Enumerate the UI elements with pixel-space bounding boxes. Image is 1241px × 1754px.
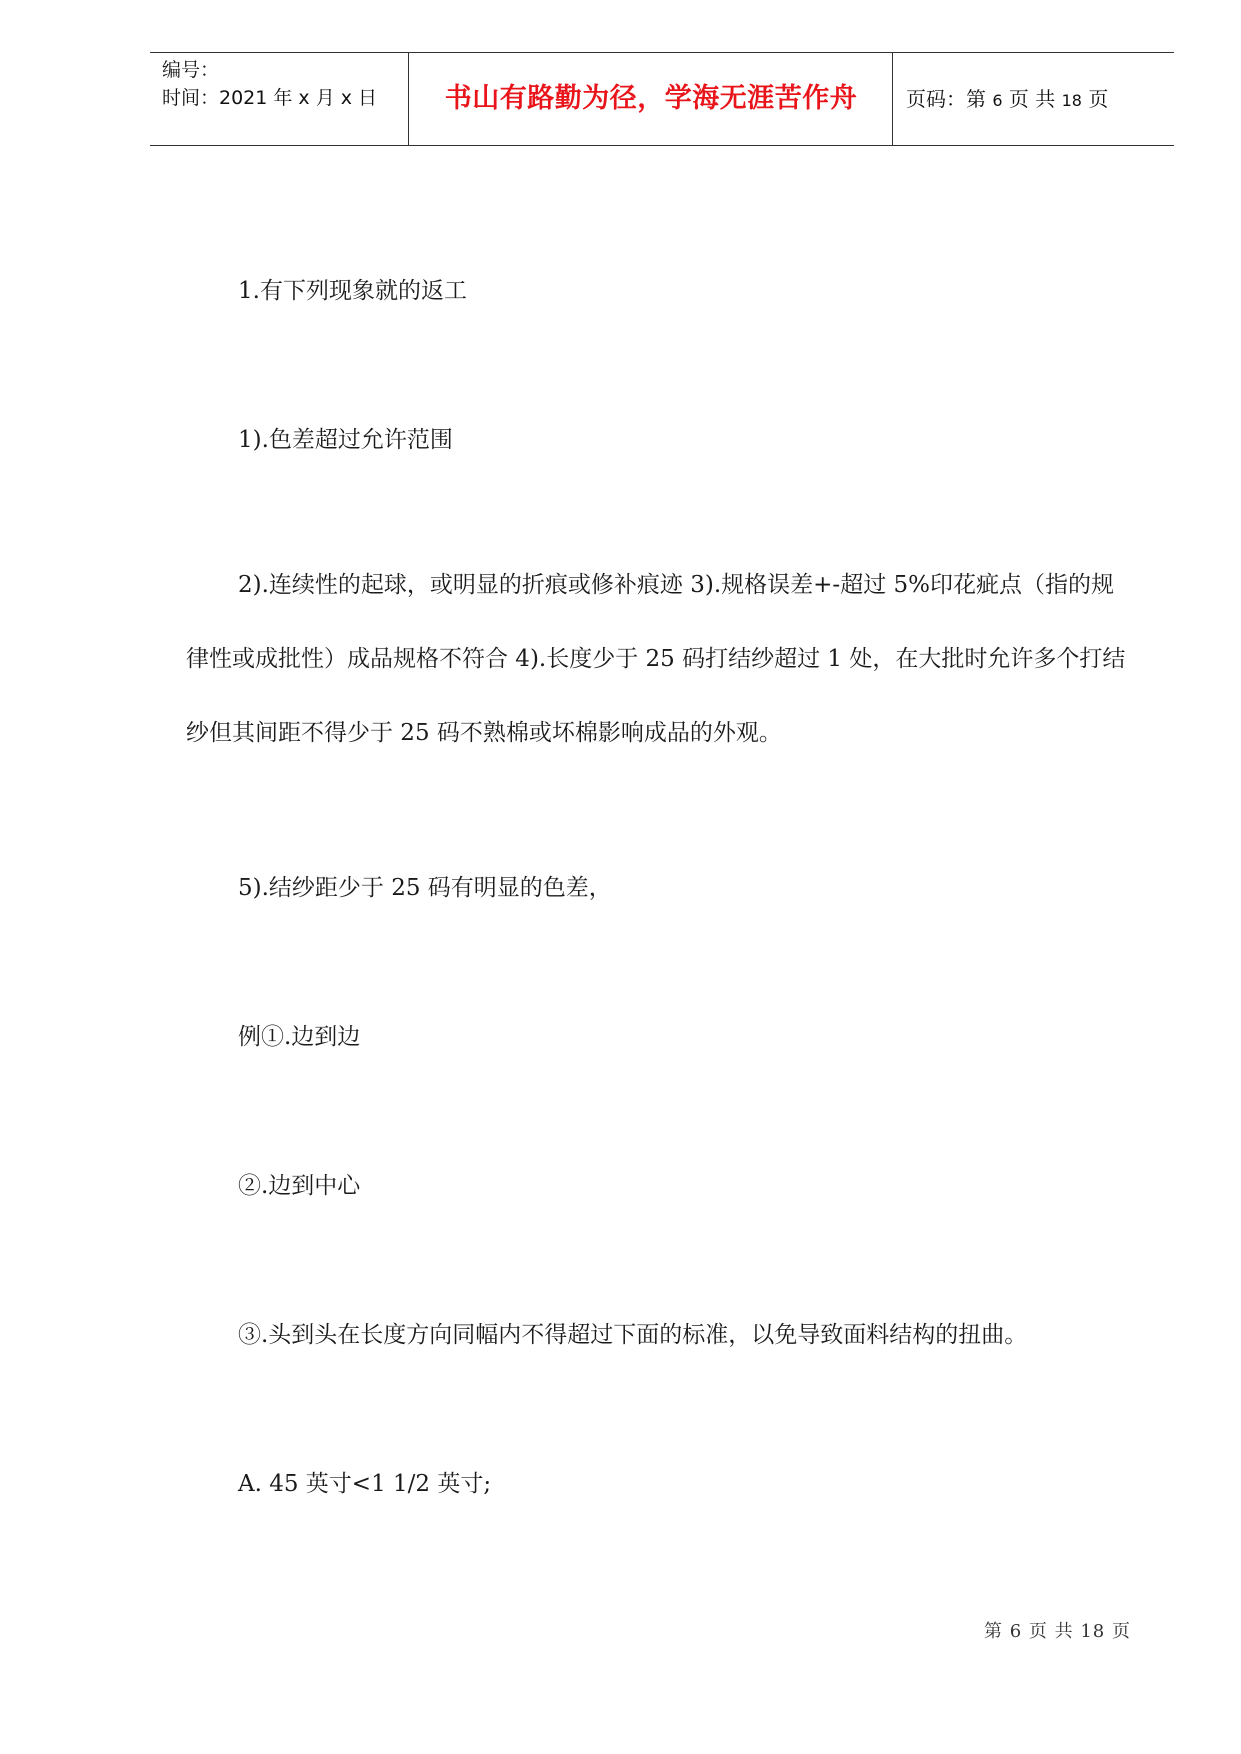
page-prefix: 页码：第 — [906, 87, 986, 111]
page-current: 6 — [992, 91, 1003, 110]
body-line-knot-spacing: 5).结纱距少于 25 码有明显的色差， — [238, 875, 612, 901]
page-middle: 页 共 — [1008, 87, 1056, 111]
header-meta — [162, 53, 422, 145]
document-number-label: 编号： — [162, 59, 220, 81]
page-footer: 第 6 页 共 18 页 — [984, 1621, 1131, 1642]
section-heading: 1.有下列现象就的返工 — [238, 278, 467, 304]
body-line-color-difference: 1).色差超过允许范围 — [238, 427, 453, 453]
body-line-edge-to-center: ②.边到中心 — [238, 1173, 361, 1199]
header-motto: 书山有路勤为径，学海无涯苦作舟 — [444, 83, 858, 114]
body-line-end-to-end: ③.头到头在长度方向同幅内不得超过下面的标准，以免导致面料结构的扭曲。 — [238, 1322, 1028, 1348]
document-date: 时间：2021 年 x 月 x 日 — [162, 87, 378, 109]
header-page-info — [906, 53, 1108, 145]
body-line-standard-a: A. 45 英寸<1 1/2 英寸; — [238, 1471, 492, 1497]
page-total: 18 — [1061, 91, 1082, 110]
header-divider-right — [892, 53, 893, 145]
header-divider-left — [408, 53, 409, 145]
page-suffix: 页 — [1088, 87, 1109, 111]
body-line-edge-to-edge: 例①.边到边 — [238, 1024, 361, 1050]
body-paragraph-defects: 2).连续性的起球，或明显的折痕或修补痕迹 3).规格误差+-超过 5%印花疵点（指的规律性或成批性）成品规格不符合 4).长度少于 25 码打结纱超过 1 处，在大批时允许多个打结纱但其间距不得少于 25 码不熟棉或坏棉影响成品的外观。 — [186, 572, 1126, 746]
document-header — [150, 52, 1174, 146]
